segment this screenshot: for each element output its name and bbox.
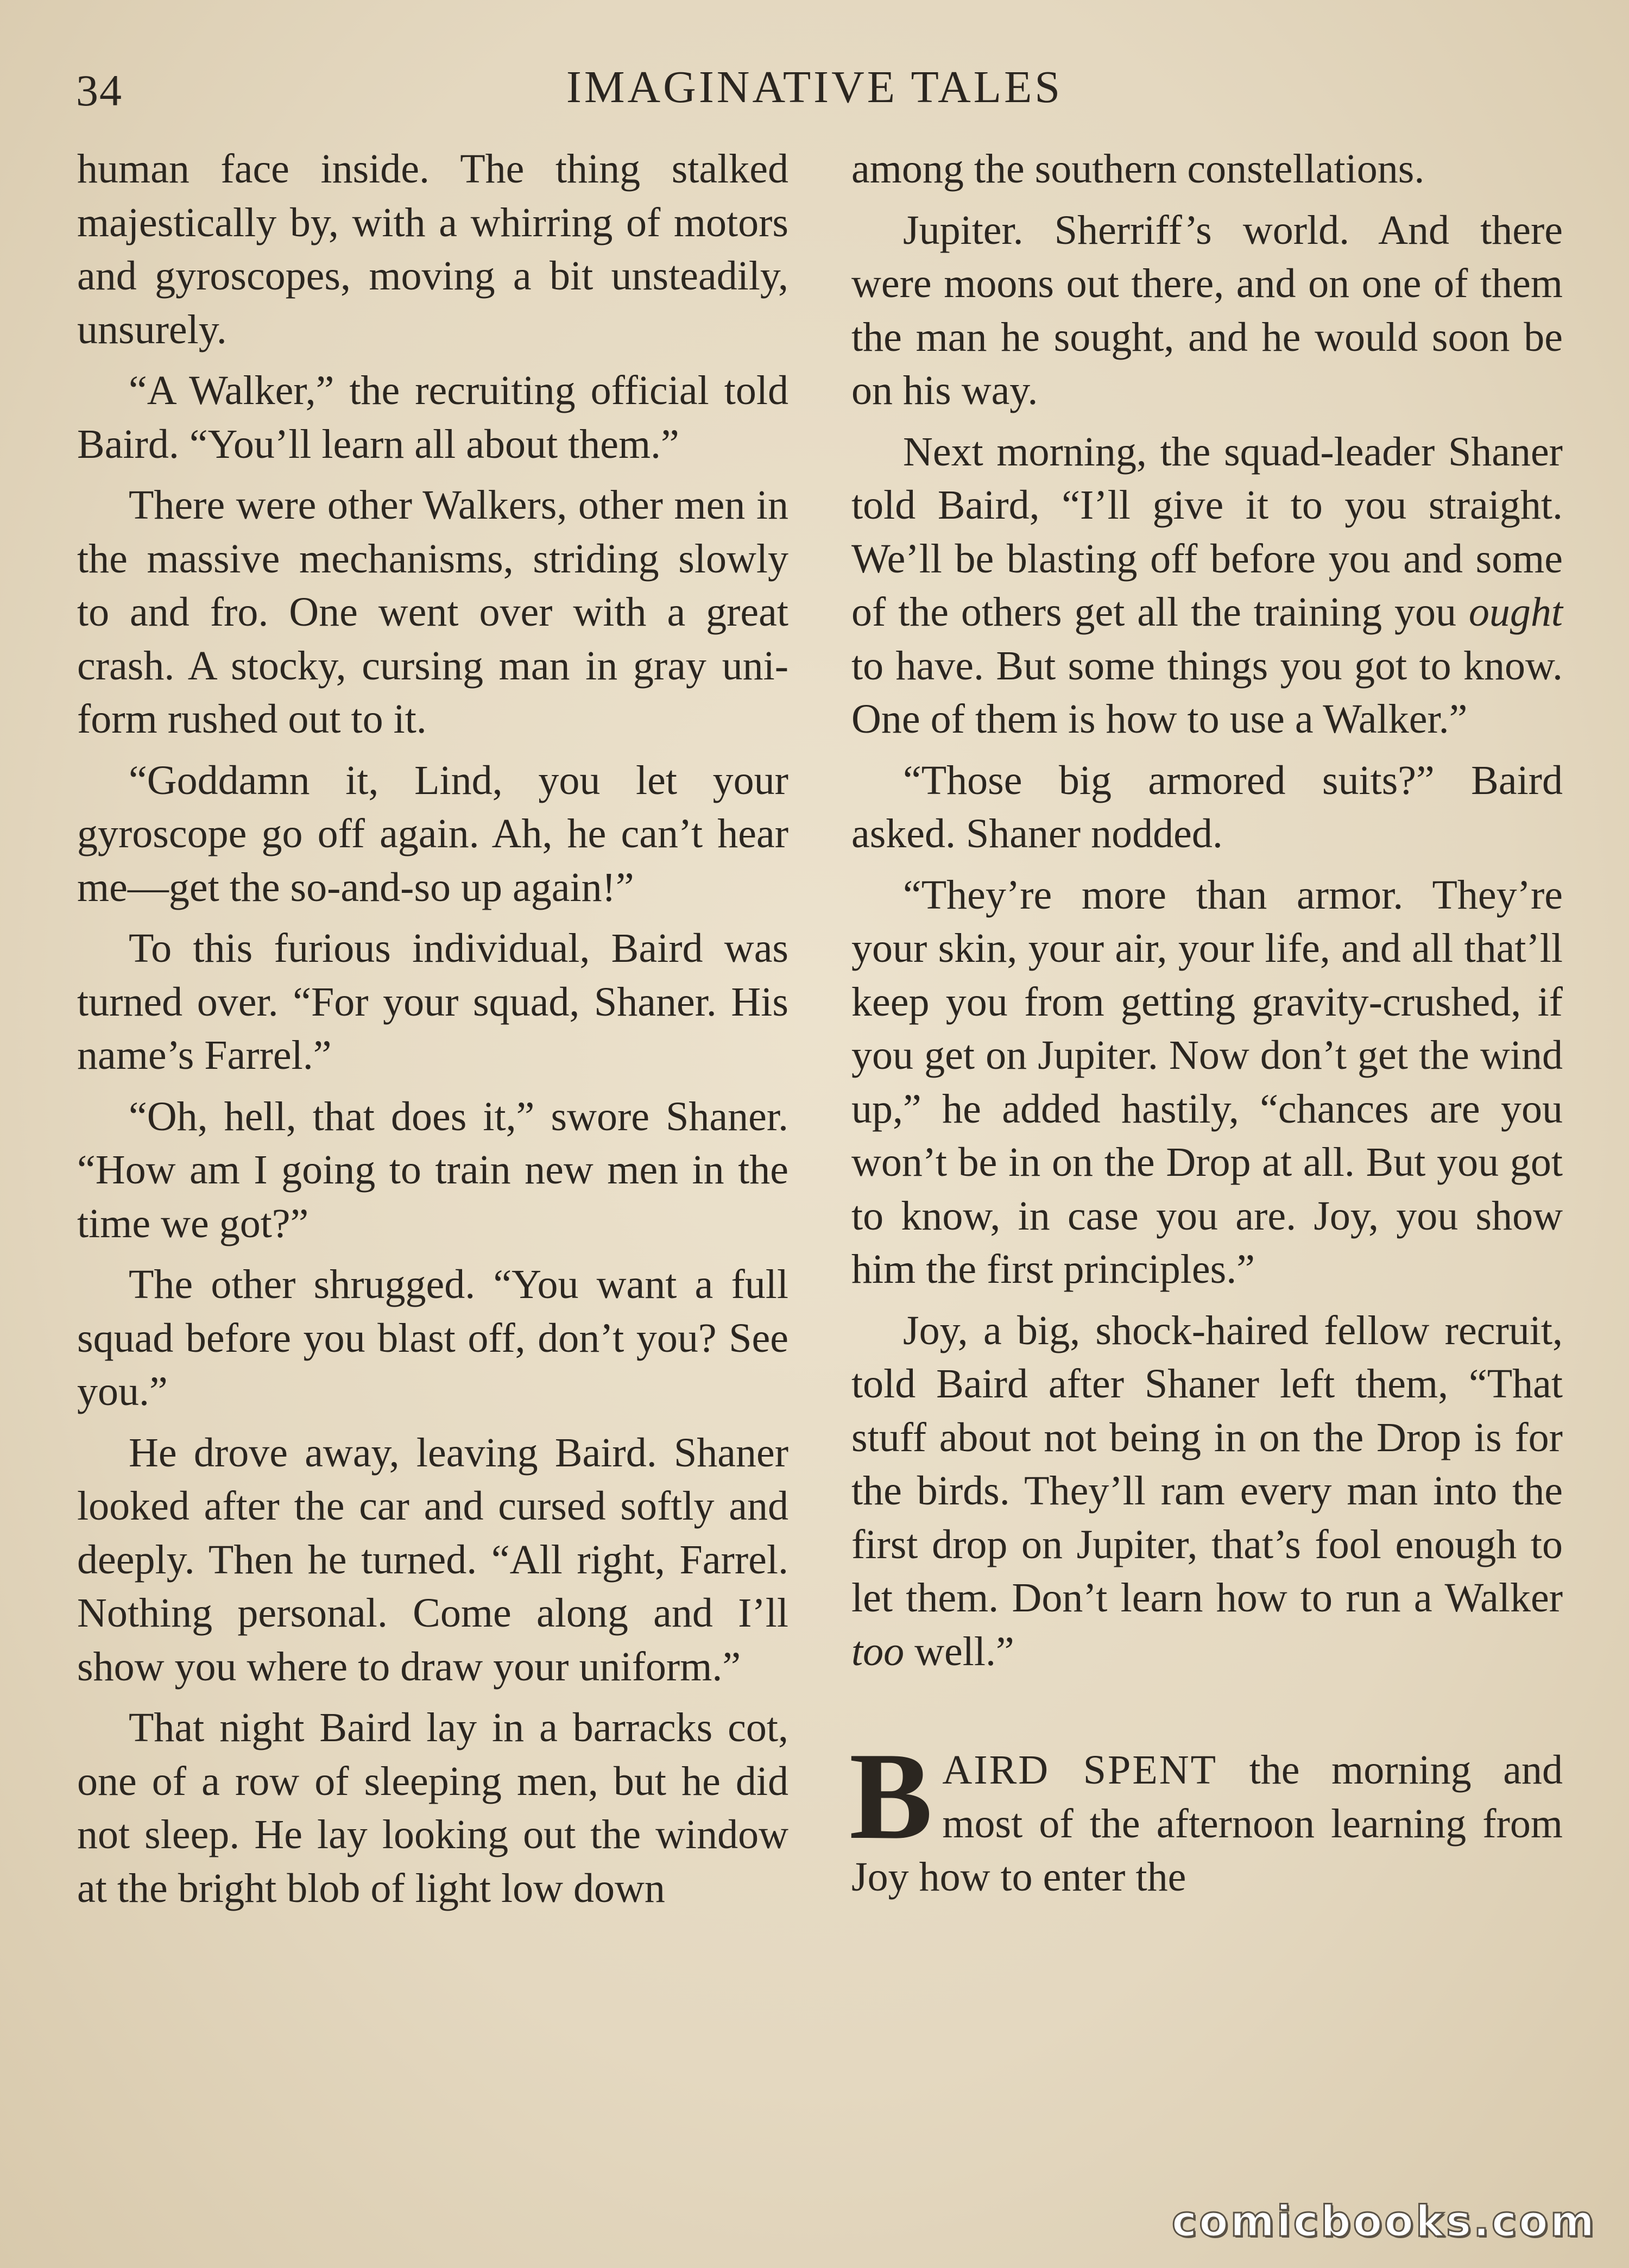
right-column (851, 142, 1563, 1912)
paragraph-text: the morning and most of the afternoon learning from Joy how to enter the (851, 1747, 1563, 1900)
paragraph-text: well.” (904, 1628, 1014, 1674)
left-column (77, 142, 788, 1923)
paragraph: “A Walker,” the recruiting official told Baird. “You’ll learn all about them.” (77, 368, 788, 467)
paragraph: human face inside. The thing stalked majestically by, with a whirring of motors and gyroscopes, moving a bit unsteadily, unsurely. (77, 146, 788, 352)
paragraph: “Oh, hell, that does it,” swore Shaner. “How am I going to train new men in the time we got?” (77, 1093, 788, 1246)
lead-in-caps: AIRD SPENT (942, 1747, 1218, 1793)
paragraph-text: to have. But some things you got to know. One of them is how to use a Walker.” (851, 642, 1563, 742)
section-opening-paragraph (849, 1727, 1563, 1904)
paragraph: There were other Walkers, other men in the massive mechanisms, striding slowly to and fro. One went over with a great crash. A stocky, cursing man in gray uniform rushed out to it. (77, 482, 788, 742)
paragraph-text: Joy, a big, shock-haired fellow recruit, told Baird after Shaner left them, “That stuff about not being in on the Drop is for the birds. They’ll ram every man into the first drop on Jupiter, that’s fool enough to let them. Don’t learn how to run a Walker (851, 1307, 1563, 1621)
paragraph: That night Baird lay in a barracks cot, one of a row of sleeping men, but he did not sleep. He lay looking out the window at the bright blob of light low down (77, 1705, 788, 1911)
emphasis-text: ought (1468, 589, 1563, 635)
paragraph: “Goddamn it, Lind, you let your gyroscope go off again. Ah, he can’t hear me—get the so-and-so up again!” (77, 757, 788, 910)
paragraph: He drove away, leaving Baird. Shaner looked after the car and cursed softly and deeply. Then he turned. “All right, Farrel. Nothing personal. Come along and I’ll show you where to draw your uniform.” (77, 1429, 788, 1690)
paragraph: “Those big armored suits?” Baird asked. Shaner nodded. (851, 757, 1563, 856)
paragraph: To this furious individual, Baird was turned over. “For your squad, Shaner. His name’s Farrel.” (77, 925, 788, 1078)
paragraph: The other shrugged. “You want a full squad before you blast off, don’t you? See you.” (77, 1262, 788, 1414)
page-number: 34 (76, 66, 123, 115)
paragraph: Jupiter. Sherriff’s world. And there were moons out there, and on one of them the man he sought, and he would soon be on his way. (851, 207, 1563, 413)
emphasis-text: too (851, 1628, 905, 1674)
paragraph: among the southern constellations. (851, 146, 1425, 192)
paragraph: “They’re more than armor. They’re your skin, your air, your life, and all that’ll keep you from getting gravity-crushed, if you get on Jupiter. Now don’t get the wind up,” he added hastily, “chances are you won’t be in on the Drop at all. But you got to know, in case you are. Joy, you show him the first principles.” (851, 872, 1563, 1292)
watermark: comicbooks.com (1171, 2197, 1596, 2246)
running-title: IMAGINATIVE TALES (566, 62, 1063, 112)
paragraph (851, 425, 1563, 746)
paragraph-text: Next morning, the squad-leader Shaner told Baird, “I’ll give it to you straight. We’ll be blasting off before you and some of the others get all the training you (851, 429, 1563, 635)
paragraph (851, 1304, 1563, 1679)
drop-cap: B (849, 1727, 933, 1865)
